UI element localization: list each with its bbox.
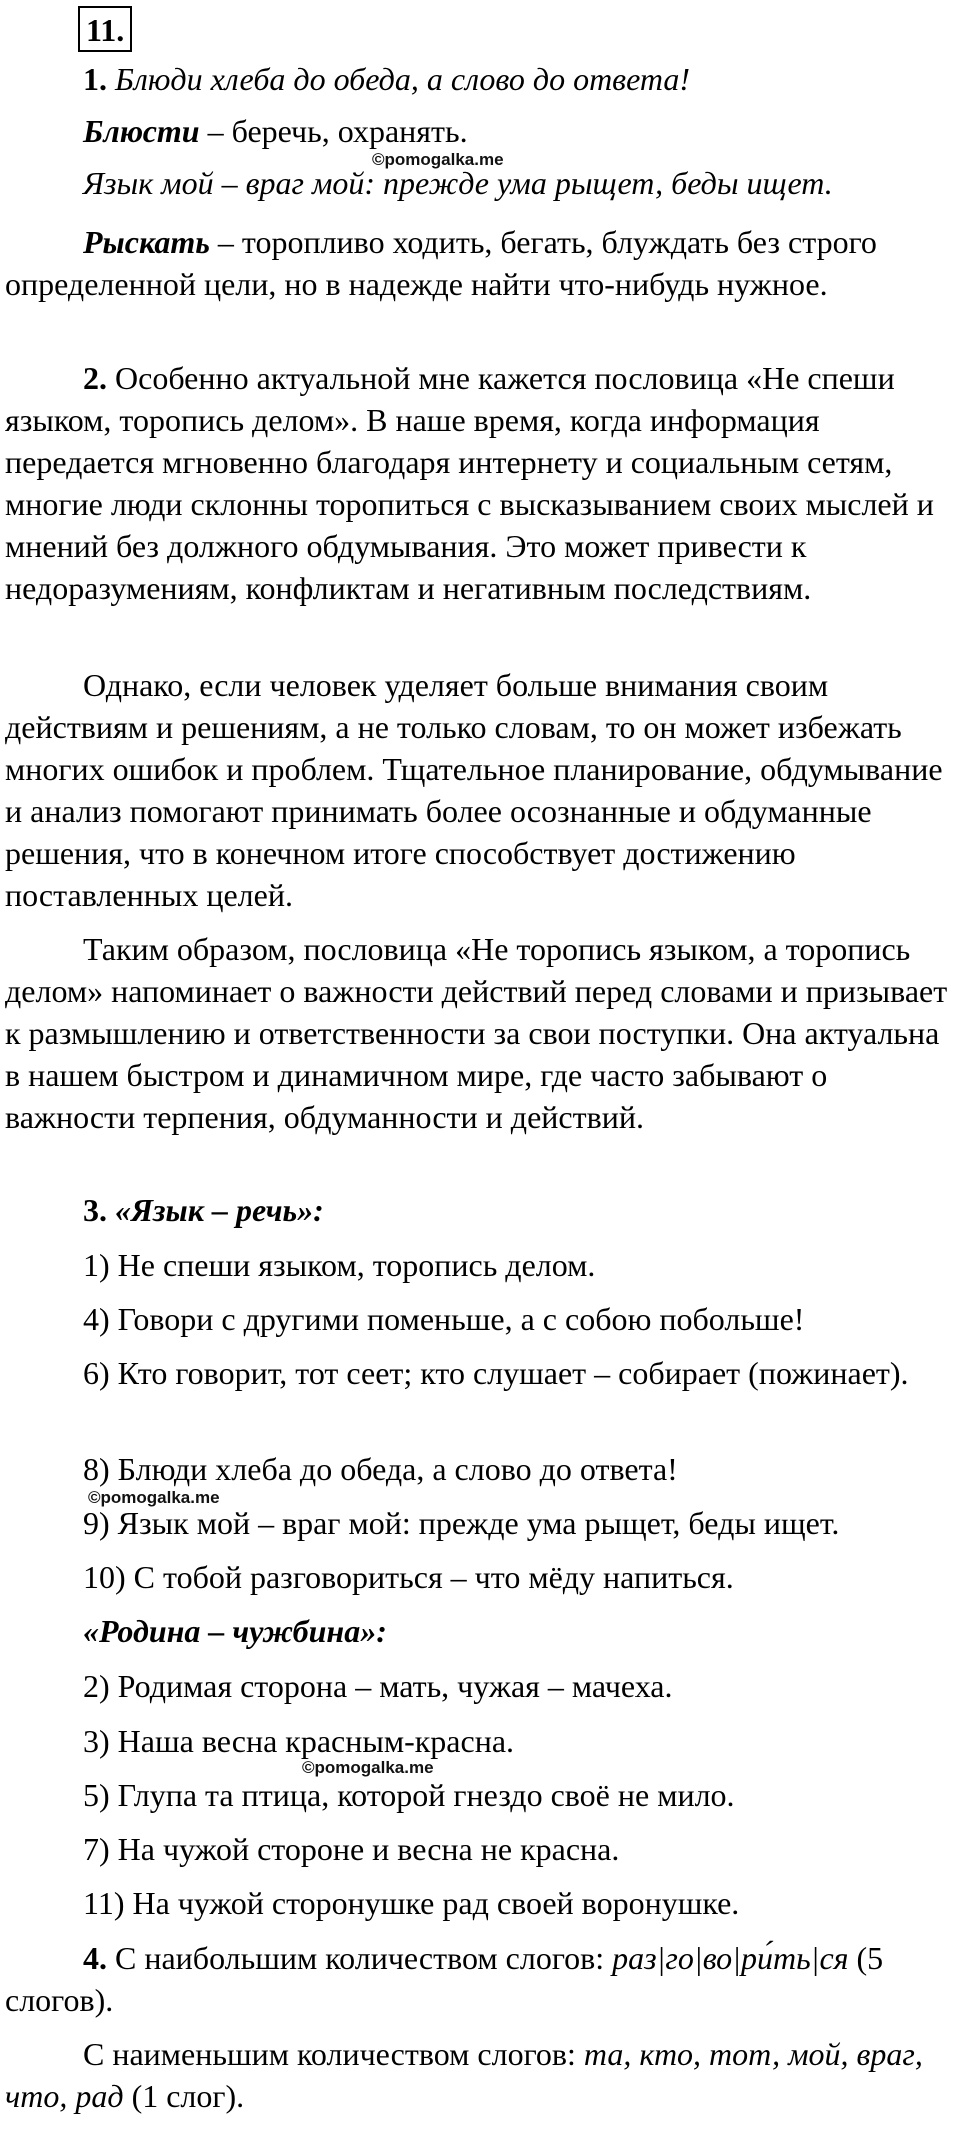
proverb-2: Язык мой – враг мой: прежде ума рыщет, беды ищет. [83, 165, 833, 201]
sec4-number: 4. [83, 1940, 107, 1976]
sec4-most [5, 1937, 955, 2021]
sec1-proverb1 [5, 58, 955, 100]
list-item: 2) Родимая сторона – мать, чужая – мачеха. [83, 1668, 673, 1704]
sec1-def1 [5, 110, 955, 152]
sec2-number: 2. [83, 360, 107, 396]
proverb-1: Блюди хлеба до обеда, а слово до ответа! [115, 61, 690, 97]
sec2-para1-text: Особенно актуальной мне кажется пословица «Не спеши языком, торопись делом». В наше время, когда информация передается мгновенно благодаря интернету и социальным сетям, многие люди склонны торопиться с высказыванием своих мыслей и мнений без должного обдумывания. Это может привести к недоразумениям, конфликтам и негативным последствиям. [5, 360, 934, 606]
least-words: та, кто, тот, мой, враг, что, рад [5, 2036, 923, 2114]
sec3-number: 3. [83, 1192, 107, 1228]
def-blyusti: – беречь, охранять. [199, 113, 468, 149]
list-item: 3) Наша весна красным-красна. [83, 1723, 515, 1759]
list-item: 9) Язык мой – враг мой: прежде ума рыщет, беды ищет. [83, 1505, 840, 1541]
list-item: 1) Не спеши языком, торопись делом. [83, 1247, 596, 1283]
word-ryskat: Рыскать [83, 224, 210, 260]
most-word: раз|го|во|ри́ть|ся [612, 1940, 849, 1976]
group2-title: «Родина – чужбина»: [83, 1613, 387, 1649]
group1-title: «Язык – речь»: [107, 1192, 324, 1228]
def-ryskat: – торопливо ходить, бегать, блуждать без строго определенной цели, но в надежде найти что-нибудь нужное. [5, 224, 877, 302]
list-item: 5) Глупа та птица, которой гнездо своё не мило. [83, 1777, 735, 1813]
least-label: С наименьшим количеством слогов: [83, 2036, 584, 2072]
list-item: 11) На чужой сторонушке рад своей воронушке. [83, 1885, 740, 1921]
word-blyusti: Блюсти [83, 113, 200, 149]
list-item: 7) На чужой стороне и весна не красна. [83, 1831, 620, 1867]
least-count: (1 слог). [123, 2078, 245, 2114]
watermark: ©pomogalka.me [372, 150, 504, 169]
most-label: С наибольшим количеством слогов: [107, 1940, 613, 1976]
most-count: (5 слогов). [5, 1940, 884, 2018]
watermark: ©pomogalka.me [88, 1488, 220, 1507]
list-item: 6) Кто говорит, тот сеет; кто слушает – собирает (пожинает). [83, 1355, 909, 1391]
list-item: 4) Говори с другими поменьше, а с собою побольше! [83, 1301, 805, 1337]
sec4-least [5, 2033, 955, 2117]
sec3-group1-title [5, 1189, 955, 1231]
task-number: 11. [78, 6, 132, 52]
sec2-para1 [5, 357, 955, 609]
watermark: ©pomogalka.me [302, 1758, 434, 1777]
sec2-para3: Таким образом, пословица «Не торопись языком, а торопись делом» напоминает о важности действий перед словами и призывает к размышлению и ответственности за свои поступки. Она актуальна в нашем быстром и динамичном мире, где часто забывают о важности терпения, обдуманности и действий. [5, 931, 948, 1135]
sec1-def2 [5, 221, 955, 305]
sec2-para2: Однако, если человек уделяет больше внимания своим действиям и решениям, а не только словам, то он может избежать многих ошибок и проблем. Тщательное планирование, обдумывание и анализ помогают принимать более осознанные и обдуманные решения, что в конечном итоге способствует достижению поставленных целей. [5, 667, 943, 913]
list-item: 8) Блюди хлеба до обеда, а слово до ответа! [83, 1451, 678, 1487]
list-item: 10) С тобой разговориться – что мёду напиться. [83, 1559, 734, 1595]
sec1-number: 1. [83, 61, 107, 97]
